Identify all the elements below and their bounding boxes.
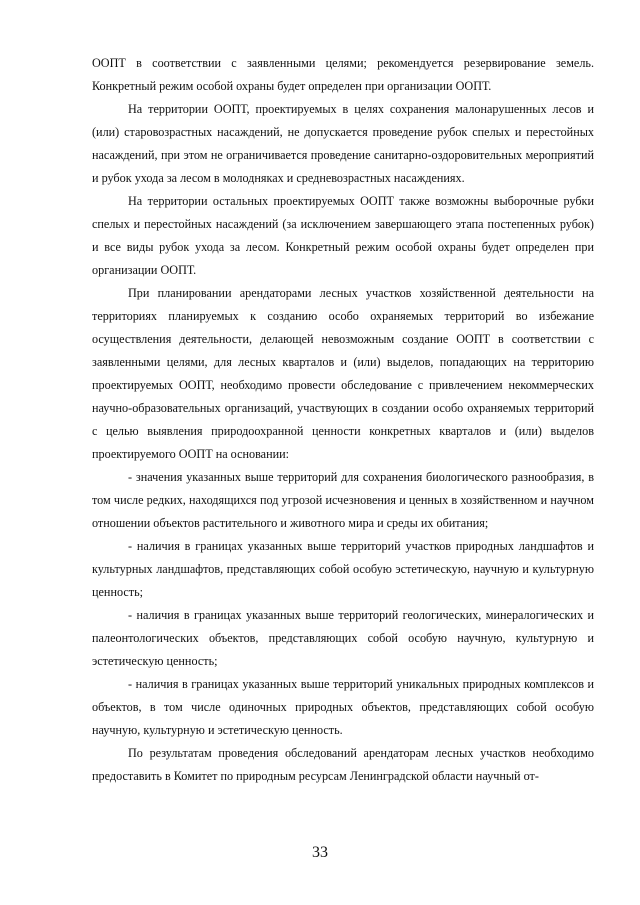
paragraph-continuation: ООПТ в соответствии с заявленными целями; рекомендуется резервирование земель. Конкретный режим особой охраны будет определен при организации ООПТ. bbox=[92, 56, 594, 93]
paragraph-other-protected-areas: На территории остальных проектируемых ООПТ также возможны выборочные рубки спелых и перестойных насаждений (за исключением завершающего этапа постепенных рубок) и все виды рубок ухода за лесом. Конкретный режим особой охраны будет определен при организации ООПТ. bbox=[92, 194, 594, 277]
list-item-geological-objects: - наличия в границах указанных выше территорий геологических, минералогических и палеонтологических объектов, представляющих собой особую научную, культурную и эстетическую ценность; bbox=[92, 608, 594, 668]
paragraph-old-growth-forests: На территории ООПТ, проектируемых в целях сохранения малонарушенных лесов и (или) старовозрастных насаждений, не допускается проведение рубок спелых и перестойных насаждений, при этом не ограничивается проведение санитарно-оздоровительных мероприятий и рубок ухода за лесом в молодняках и средневозрастных насаждениях. bbox=[92, 102, 594, 185]
paragraph-survey-results: По результатам проведения обследований арендаторам лесных участков необходимо предоставить в Комитет по природным ресурсам Ленинградской области научный от- bbox=[92, 746, 594, 783]
list-item-biodiversity: - значения указанных выше территорий для сохранения биологического разнообразия, в том числе редких, находящихся под угрозой исчезновения и ценных в хозяйственном и научном отношении объектов растительного и животного мира и среды их обитания; bbox=[92, 470, 594, 530]
paragraph-planning-survey: При планировании арендаторами лесных участков хозяйственной деятельности на территориях планируемых к созданию особо охраняемых территорий во избежание осуществления деятельности, делающей невозможным создание ООПТ в соответствии с заявленными целями, для лесных кварталов и (или) выделов, попадающих на территорию проектируемых ООПТ, необходимо провести обследование с привлечением некоммерческих научно-образовательных организаций, участвующих в создании особо охраняемых территорий с целью выявления природоохранной ценности конкретных кварталов и (или) выделов проектируемого ООПТ на основании: bbox=[92, 286, 594, 461]
page-number: 33 bbox=[312, 844, 328, 861]
list-item-unique-complexes: - наличия в границах указанных выше территорий уникальных природных комплексов и объектов, в том числе одиночных природных объектов, представляющих собой особую научную, культурную и эстетическую ценность. bbox=[92, 677, 594, 737]
list-item-landscapes: - наличия в границах указанных выше территорий участков природных ландшафтов и культурных ландшафтов, представляющих собой особую эстетическую, научную и культурную ценность; bbox=[92, 539, 594, 599]
document-page bbox=[92, 52, 594, 788]
